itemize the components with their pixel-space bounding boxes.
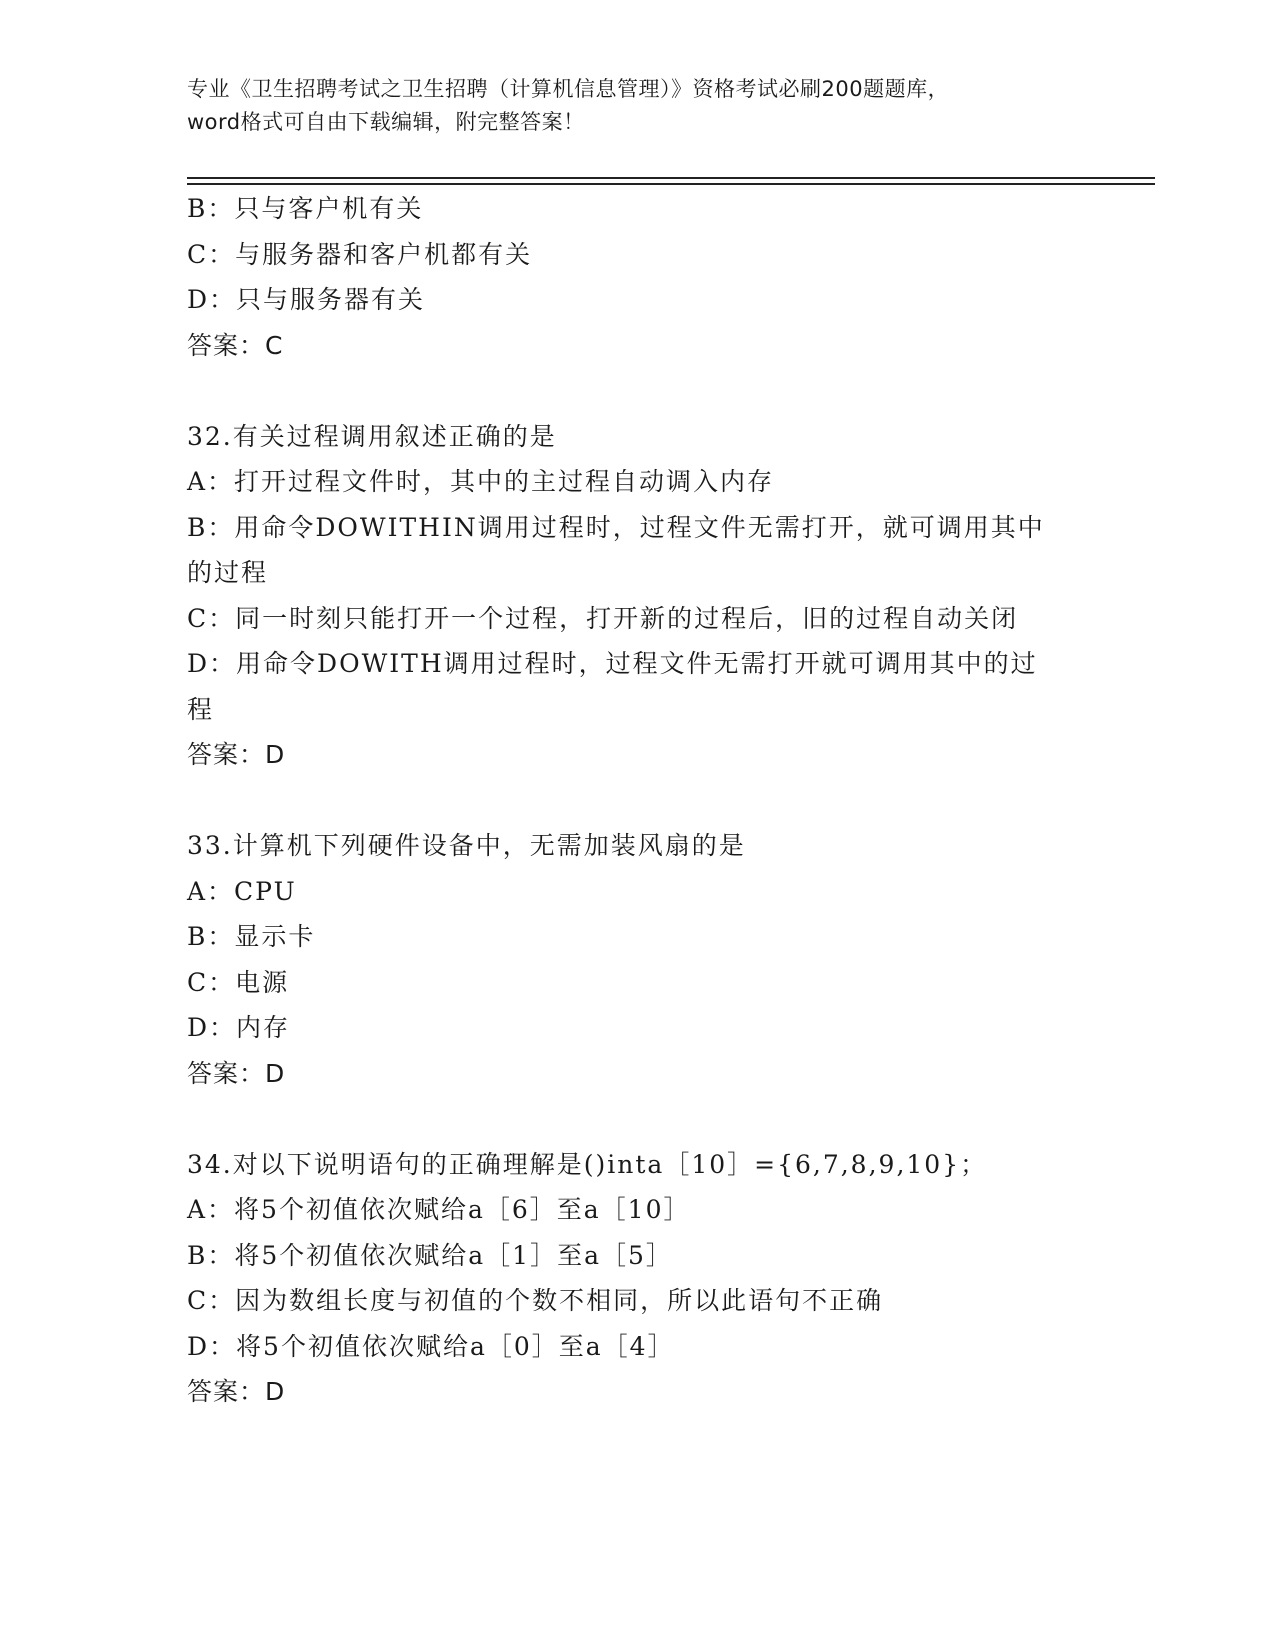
option-c: C：与服务器和客户机都有关: [187, 239, 533, 269]
option-d: D：内存: [187, 1013, 291, 1042]
option-c: C：电源: [187, 967, 290, 997]
question-list: [187, 186, 1087, 1415]
question-text: 33.计算机下列硬件设备中，无需加装风扇的是: [187, 831, 746, 860]
header-divider-top: [187, 177, 1155, 179]
answer-label: 答案：D: [187, 1058, 286, 1088]
option-a: A：打开过程文件时，其中的主过程自动调入内存: [187, 467, 775, 496]
spacer: [187, 1096, 1087, 1142]
question-text: 34.对以下说明语句的正确理解是()inta［10］={6,7,8,9,10}；: [187, 1149, 988, 1179]
option-b: B：用命令DOWITHIN调用过程时，过程文件无需打开，就可调用其中: [187, 512, 1045, 542]
answer-label: 答案：D: [187, 740, 286, 769]
option-d: D：将5个初值依次赋给a［0］至a［4］: [187, 1331, 675, 1361]
option-b: B：显示卡: [187, 922, 316, 951]
answer-label: 答案：C: [187, 330, 284, 360]
option-b: B：将5个初值依次赋给a［1］至a［5］: [187, 1240, 673, 1270]
header-divider-bottom: [187, 183, 1155, 185]
spacer: [187, 778, 1087, 824]
option-a: A：CPU: [187, 876, 297, 906]
spacer: [187, 368, 1087, 414]
question-32: [187, 414, 1087, 778]
question-34: [187, 1142, 1087, 1415]
option-c: C：因为数组长度与初值的个数不相同，所以此语句不正确: [187, 1286, 884, 1315]
option-d: D：只与服务器有关: [187, 285, 426, 314]
option-d: D：用命令DOWITH调用过程时，过程文件无需打开就可调用其中的过: [187, 649, 1038, 678]
option-b: B：只与客户机有关: [187, 194, 424, 223]
answer-label: 答案：D: [187, 1377, 286, 1406]
question-31: [187, 186, 1087, 368]
question-text: 32.有关过程调用叙述正确的是: [187, 421, 557, 451]
option-d-continued: 程: [187, 694, 215, 724]
option-a: A：将5个初值依次赋给a［6］至a［10］: [187, 1195, 691, 1224]
option-b-continued: 的过程: [187, 558, 269, 587]
header-title-line-2: word格式可自由下载编辑，附完整答案！: [187, 110, 585, 134]
document-header: [187, 73, 1087, 139]
question-33: [187, 823, 1087, 1096]
header-title-line-1: 专业《卫生招聘考试之卫生招聘（计算机信息管理）》资格考试必刷200题题库，: [187, 77, 950, 101]
option-c: C：同一时刻只能打开一个过程，打开新的过程后，旧的过程自动关闭: [187, 603, 1019, 633]
